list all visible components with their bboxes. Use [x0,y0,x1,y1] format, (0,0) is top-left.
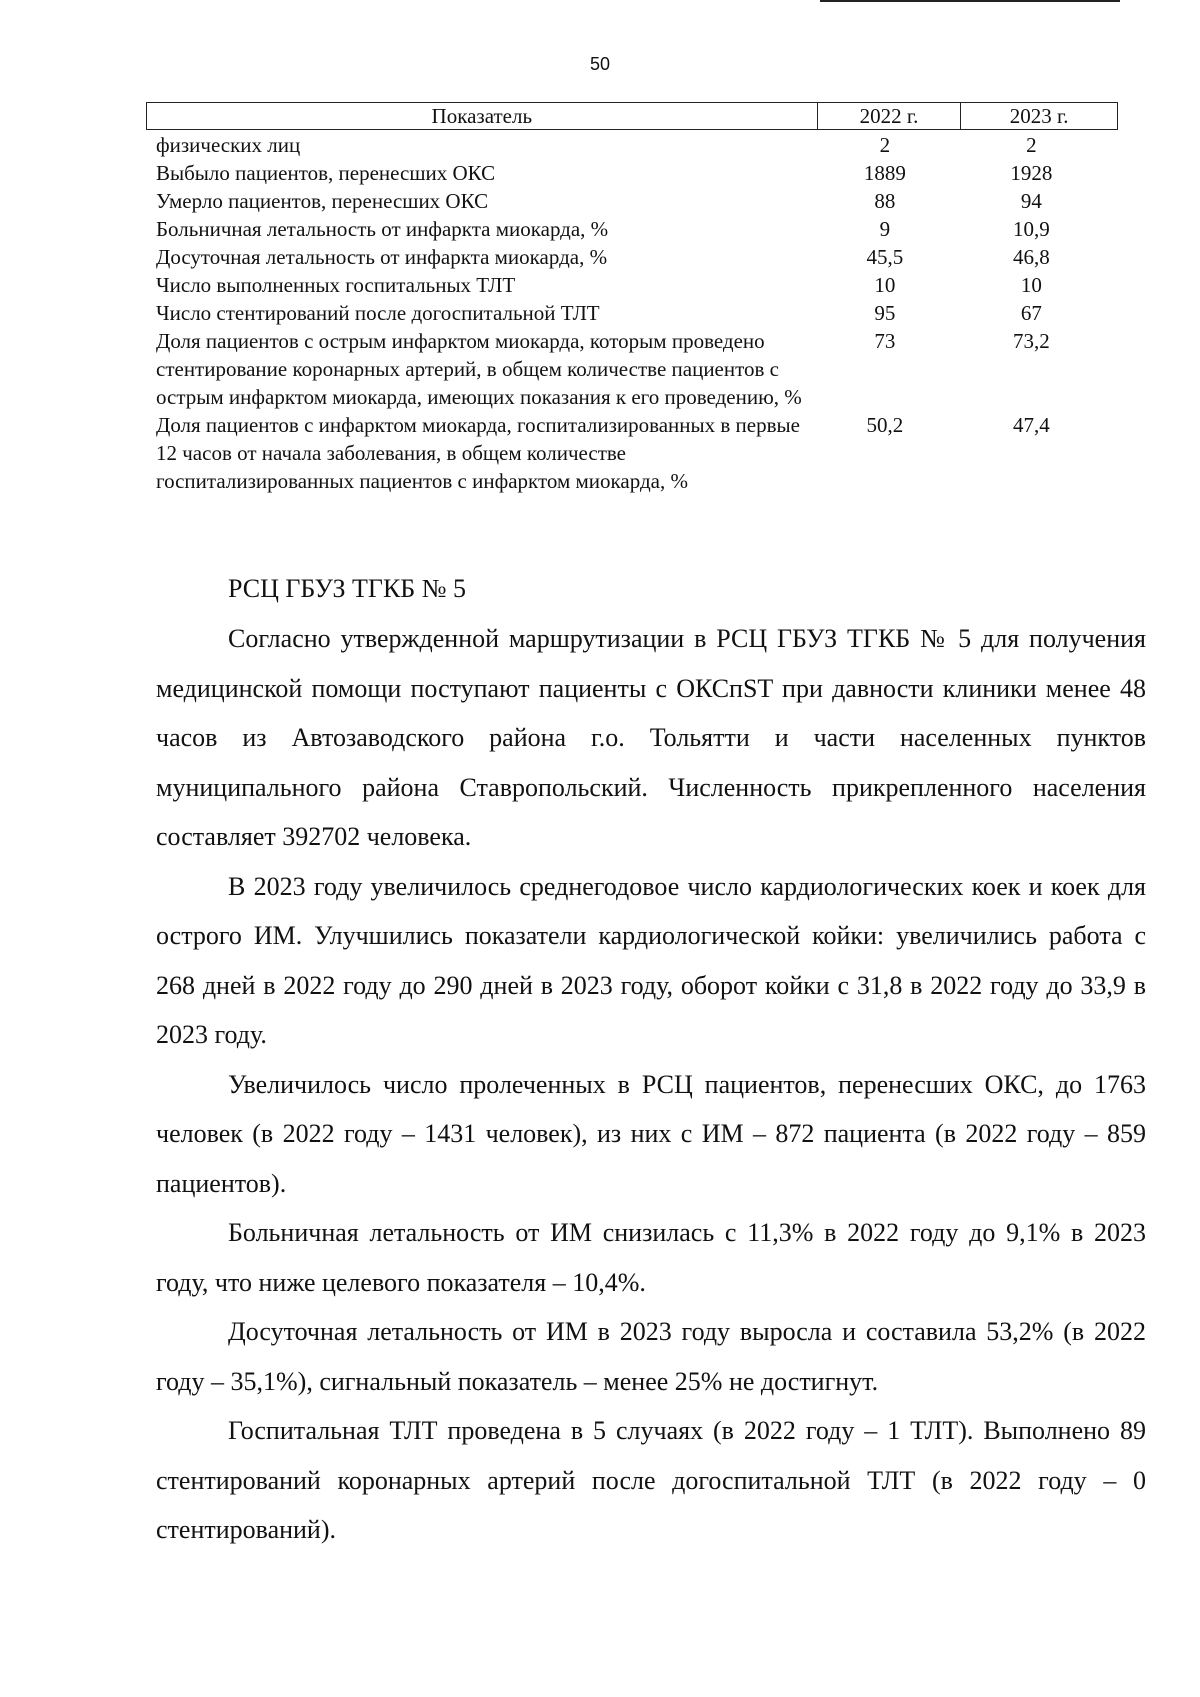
row-indicator: Доля пациентов с инфарктом миокарда, госпитализированных в первые 12 часов от начала заболевания, в общем количестве госпитализированных пациентов с инфарктом миокарда, % [156,413,800,493]
row-value-2022: 9 [879,217,891,241]
table-row [156,299,1106,327]
row-value-2023: 2 [1026,133,1037,157]
paragraph: Госпитальная ТЛТ проведена в 5 случаях (в 2022 году – 1 ТЛТ). Выполнено 89 стентирований коронарных артерий после догоспитальной ТЛТ (в 2022 году – 0 стентирований). [156,1416,1146,1544]
paragraph: Досуточная летальность от ИМ в 2023 году выросла и составила 53,2% (в 2022 году – 35,1%), сигнальный показатель – менее 25% не достигнут. [156,1317,1146,1396]
row-indicator: Умерло пациентов, перенесших ОКС [156,189,489,213]
row-indicator: Число стентирований после догоспитальной ТЛТ [156,301,600,325]
row-value-2022: 95 [874,301,896,325]
table-row [156,159,1106,187]
row-value-2023: 10,9 [1012,217,1050,241]
table-row [156,327,1106,411]
table-row [156,215,1106,243]
row-value-2023: 46,8 [1012,245,1050,269]
table-header [146,102,1118,130]
row-value-2022: 2 [879,133,891,157]
row-indicator: Досуточная летальность от инфаркта миокарда, % [156,245,608,269]
table-row [156,243,1106,271]
row-indicator: физических лиц [156,133,301,157]
body-text [156,614,1146,1555]
row-value-2023: 10 [1020,273,1042,297]
row-value-2022: 50,2 [866,413,904,437]
row-value-2023: 94 [1020,189,1042,213]
table-row [156,271,1106,299]
paragraph: Увеличилось число пролеченных в РСЦ пациентов, перенесших ОКС, до 1763 человек (в 2022 году – 1431 человек), из них с ИМ – 872 пациента (в 2022 году – 859 пациентов). [156,1069,1146,1198]
row-indicator: Больничная летальность от инфаркта миокарда, % [156,217,609,241]
top-rule [820,0,1120,2]
row-value-2022: 45,5 [866,245,904,269]
row-value-2023: 67 [1020,301,1042,325]
paragraph: Согласно утвержденной маршрутизации в РСЦ ГБУЗ ТГКБ № 5 для получения медицинской помощи поступают пациенты с ОКСпST при давности клиники менее 48 часов из Автозаводского района г.о. Тольятти и части населенных пунктов муниципального района Ставропольский. Численность прикрепленного населения составляет 392702 человека. [156,624,1146,851]
table-row [156,411,1106,495]
page-number: 50 [589,54,611,74]
row-indicator: Доля пациентов с острым инфарктом миокарда, которым проведено стентирование коронарных артерий, в общем количестве пациентов с острым инфарктом миокарда, имеющих показания к его проведению, % [156,329,802,409]
row-value-2023: 73,2 [1012,329,1050,353]
header-year-2022: 2022 г. [818,103,962,129]
row-value-2022: 1889 [863,161,906,185]
paragraph: В 2023 году увеличилось среднегодовое число кардиологических коек и коек для острого ИМ. Улучшились показатели кардиологической койки: увеличились работа с 268 дней в 2022 году до 290 дней в 2023 году, оборот койки с 31,8 в 2022 году до 33,9 в 2023 году. [156,871,1146,1049]
row-value-2023: 1928 [1010,161,1053,185]
table-body [156,131,1106,495]
header-year-2023: 2023 г. [1009,104,1069,128]
row-indicator: Число выполненных госпитальных ТЛТ [156,273,516,297]
row-indicator: Выбыло пациентов, перенесших ОКС [156,161,496,185]
header-indicator: Показатель [147,103,818,129]
row-value-2022: 73 [874,329,896,353]
row-value-2022: 10 [874,273,896,297]
row-value-2022: 88 [874,189,896,213]
table-row [156,131,1106,159]
paragraph: Больничная летальность от ИМ снизилась с 11,3% в 2022 году до 9,1% в 2023 году, что ниже целевого показателя – 10,4%. [156,1218,1146,1297]
row-value-2023: 47,4 [1012,413,1050,437]
section-heading: РСЦ ГБУЗ ТГКБ № 5 [228,574,467,603]
table-row [156,187,1106,215]
